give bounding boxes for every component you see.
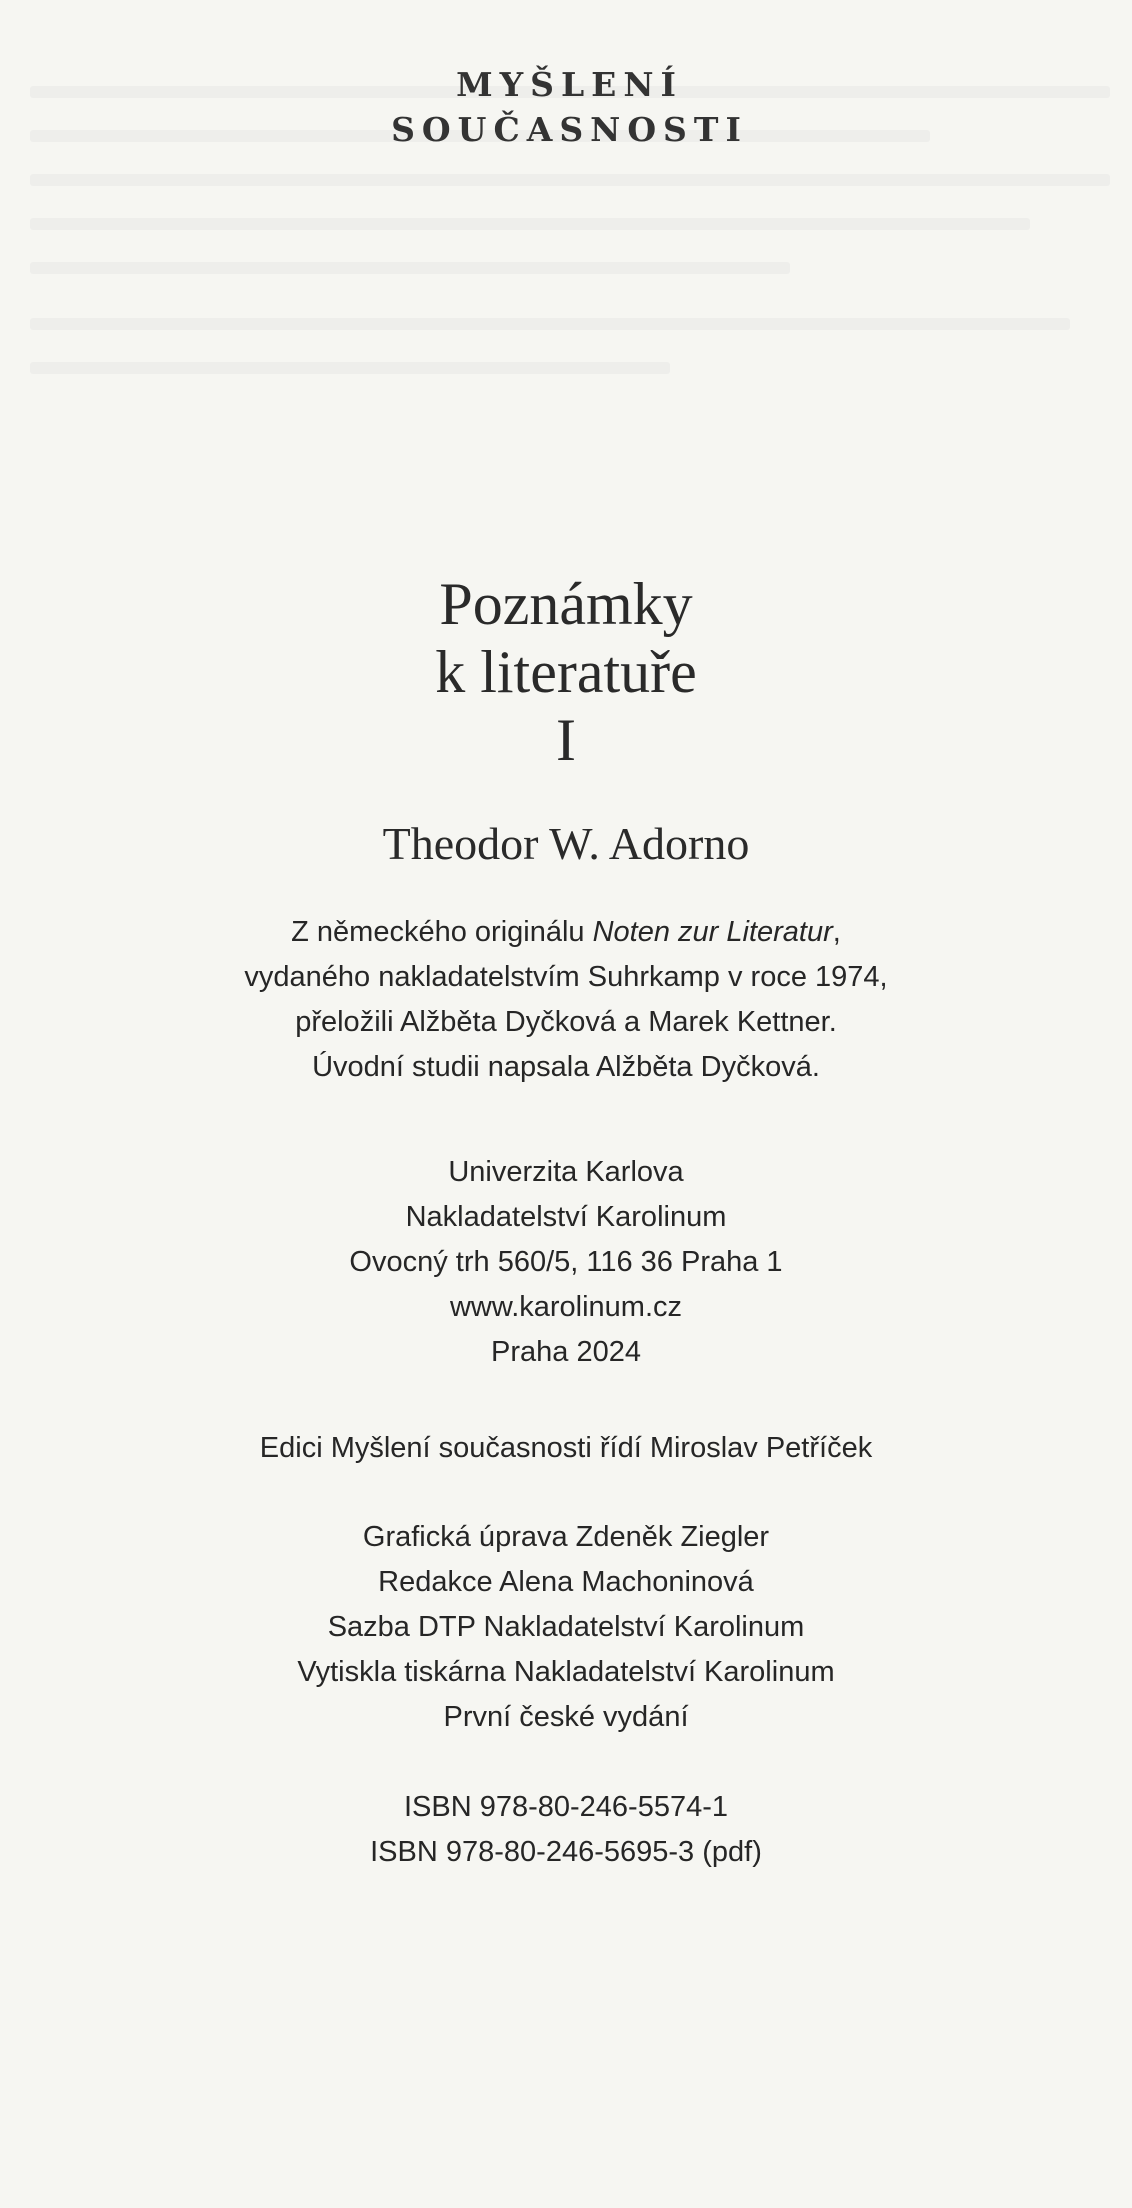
edition-note: První české vydání [443, 1701, 689, 1733]
series-line-1: MYŠLENÍ [456, 65, 683, 104]
volume-number: I [556, 707, 576, 773]
series-line-2: SOUČASNOSTI [391, 110, 748, 149]
isbn-print: ISBN 978-80-246-5574-1 [403, 1791, 729, 1823]
production-credits [0, 1515, 1132, 1740]
isbn-pdf: ISBN 978-80-246-5695-3 (pdf) [370, 1836, 762, 1868]
publisher-address: Ovocný trh 560/5, 116 36 Praha 1 [349, 1246, 783, 1278]
translation-line-2: vydaného nakladatelstvím Suhrkamp v roce 1974, [244, 961, 888, 993]
bleed-through-line [30, 318, 1070, 330]
title-line-1: Poznámky [439, 571, 693, 637]
translation-line-4: Úvodní studii napsala Alžběta Dyčková. [312, 1051, 820, 1083]
series-name [0, 62, 1132, 152]
translation-note [0, 910, 1132, 1090]
bleed-through-line [30, 362, 670, 374]
publisher-info [0, 1150, 1132, 1375]
bleed-through-line [30, 174, 1110, 186]
title-line-2: k literatuře [435, 639, 697, 705]
translation-prefix: Z německého originálu [291, 916, 593, 948]
bleed-through-line [30, 218, 1030, 230]
publication-place-year: Praha 2024 [491, 1336, 641, 1368]
credit-editing: Redakce Alena Machoninová [378, 1566, 754, 1598]
translation-line-3: přeložili Alžběta Dyčková a Marek Kettner. [295, 1006, 837, 1038]
bleed-through-line [30, 262, 790, 274]
credit-typesetting: Sazba DTP Nakladatelství Karolinum [327, 1611, 805, 1643]
credit-design: Grafická úprava Zdeněk Ziegler [362, 1521, 770, 1553]
author-name: Theodor W. Adorno [382, 818, 750, 869]
original-title: Noten zur Literatur [592, 916, 833, 948]
publisher-website: www.karolinum.cz [449, 1291, 683, 1323]
series-editor: Edici Myšlení současnosti řídí Miroslav Petříček [259, 1432, 873, 1464]
credit-printing: Vytiskla tiskárna Nakladatelství Karolinum [297, 1656, 835, 1688]
book-title [0, 570, 1132, 774]
isbn-block [0, 1785, 1132, 1875]
press-name: Nakladatelství Karolinum [405, 1201, 727, 1233]
translation-suffix: , [832, 916, 841, 948]
translation-line-1 [0, 910, 1132, 955]
university-name: Univerzita Karlova [448, 1156, 684, 1188]
